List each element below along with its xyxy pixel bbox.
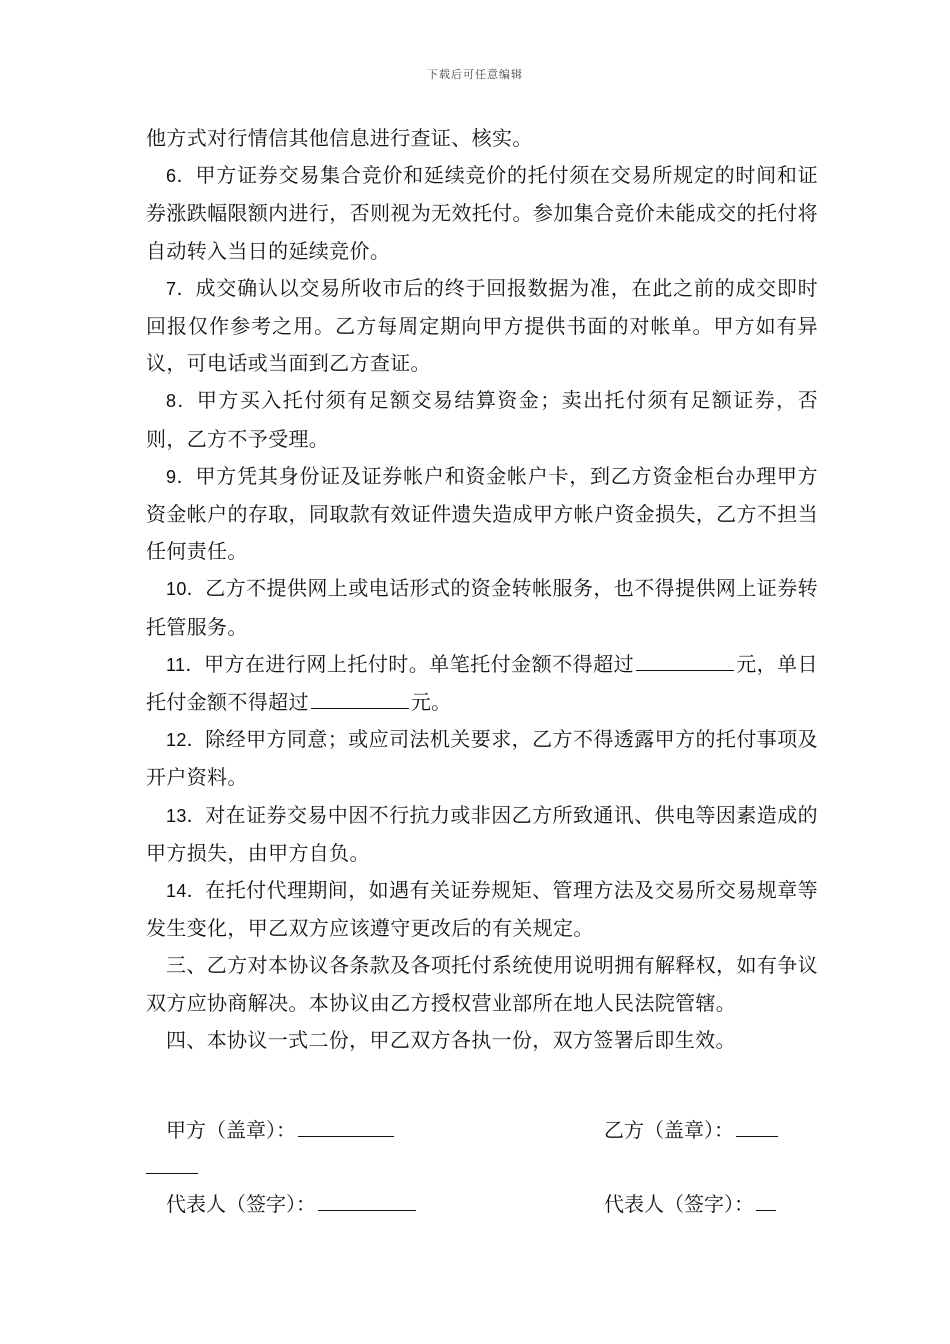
clause-number: 10． — [166, 579, 206, 600]
clause-11 — [146, 646, 818, 721]
clause-number: 11． — [166, 654, 204, 675]
clause-text: 除经甲方同意；或应司法机关要求，乙方不得透露甲方的托付事项及开户资料。 — [146, 727, 818, 790]
section-three: 三、乙方对本协议各条款及各项托付系统使用说明拥有解释权，如有争议双方应协商解决。本协议由乙方授权营业部所在地人民法院管辖。 — [146, 953, 818, 1015]
signature-block — [146, 1112, 818, 1223]
clause-6 — [146, 157, 818, 270]
clause-7 — [146, 270, 818, 383]
section-four: 四、本协议一式二份，甲乙双方各执一份，双方签署后即生效。 — [166, 1027, 736, 1052]
clause-text: 对在证券交易中因不行抗力或非因乙方所致通讯、供电等因素造成的甲方损失，由甲方自负。 — [146, 802, 818, 865]
rep-row — [146, 1186, 818, 1223]
clause-number: 7． — [166, 278, 196, 299]
clause-number: 14． — [166, 881, 206, 902]
clause-12 — [146, 721, 818, 796]
clause-text: 甲方凭其身份证及证券帐户和资金帐户卡，到乙方资金柜台办理甲方资金帐户的存取，同取款有效证件遗失造成甲方帐户资金损失，乙方不担当任何责任。 — [146, 463, 819, 564]
party-a-rep-label: 代表人（签字）： — [166, 1192, 316, 1216]
clause-text: 在托付代理期间，如遇有关证券规矩、管理方法及交易所交易规章等发生变化，甲乙双方应该遵守更改后的有关规定。 — [146, 878, 818, 941]
party-a-rep — [166, 1186, 418, 1223]
clause-9 — [146, 458, 818, 571]
daily-limit-blank — [311, 686, 409, 709]
clause-13 — [146, 797, 818, 872]
clause-10 — [146, 570, 818, 645]
clause-number: 13． — [166, 805, 206, 826]
clause-text: 甲方买入托付须有足额交易结算资金；卖出托付须有足额证券，否则，乙方不予受理。 — [146, 388, 818, 451]
party-b-rep-blank — [756, 1188, 776, 1211]
clause-number: 12． — [166, 730, 206, 751]
clause-text: 成交确认以交易所收市后的终于回报数据为准，在此之前的成交即时回报仅作参考之用。乙方每周定期向甲方提供书面的对帐单。甲方如有异议，可电话或当面到乙方查证。 — [146, 275, 819, 376]
paragraph-continuation: 他方式对行情信其他信息进行查证、核实。 — [146, 126, 533, 150]
clause-14 — [146, 872, 818, 947]
clause-text: 元，单日托付金额不得超过 — [146, 651, 818, 715]
clause-8 — [146, 382, 818, 457]
clause-text: 甲方在进行网上托付时。单笔托付金额不得超过 — [204, 651, 635, 676]
clause-text: 甲方证券交易集合竞价和延续竞价的托付须在交易所规定的时间和证券涨跌幅限额内进行，否则视为无效托付。参加集合竞价未能成交的托付将自动转入当日的延续竞价。 — [146, 163, 819, 263]
single-limit-blank — [636, 648, 734, 671]
party-a-seal-blank — [298, 1114, 394, 1137]
party-b-seal — [604, 1112, 780, 1149]
party-a-seal-label: 甲方（盖章）： — [166, 1118, 296, 1142]
party-a-seal — [166, 1112, 396, 1149]
seal-row-wrap — [146, 1149, 818, 1186]
party-b-seal-blank — [736, 1114, 778, 1137]
page-header: 下载后可任意编辑 — [427, 68, 523, 81]
clause-text: 元。 — [410, 690, 452, 715]
clause-number: 9． — [166, 466, 196, 487]
party-b-seal-label: 乙方（盖章）： — [604, 1118, 734, 1142]
document-body — [146, 120, 818, 1059]
party-a-rep-blank — [318, 1188, 416, 1211]
party-b-rep — [604, 1186, 778, 1223]
seal-row — [146, 1112, 818, 1149]
clause-text: 乙方不提供网上或电话形式的资金转帐服务，也不得提供网上证券转托管服务。 — [146, 576, 818, 639]
party-b-rep-label: 代表人（签字）： — [604, 1192, 754, 1216]
party-b-seal-blank-wrap — [146, 1151, 198, 1174]
clause-number: 6． — [166, 166, 196, 187]
clause-number: 8． — [166, 391, 197, 412]
party-b-seal-blank-continued — [146, 1149, 200, 1186]
